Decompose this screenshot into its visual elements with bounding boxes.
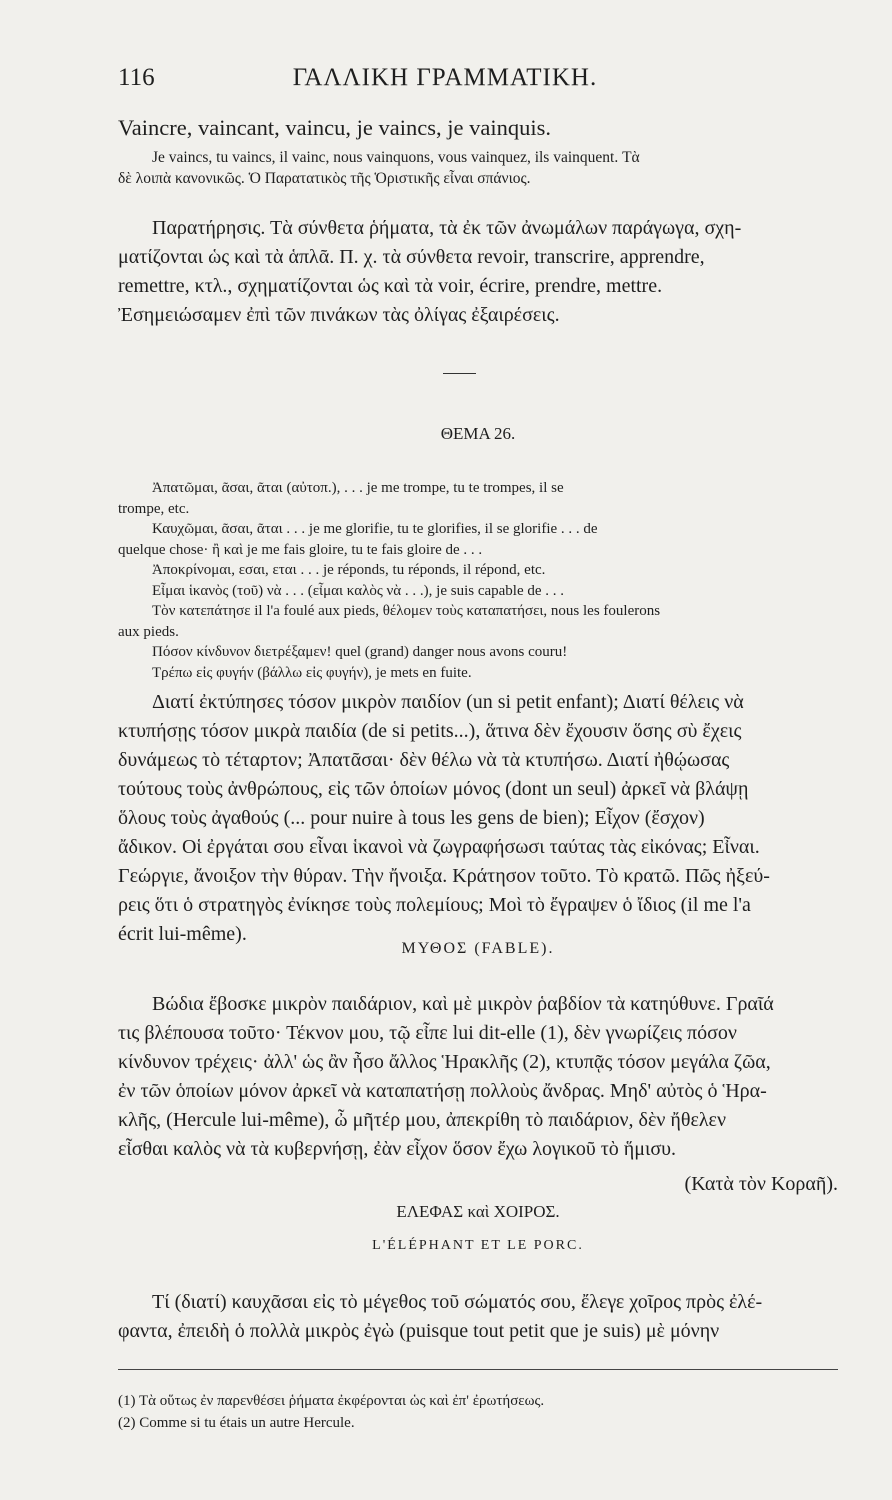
footnotes [118,1390,838,1434]
vocab-line: Εἶμαι ἱκανὸς (τοῦ) νὰ . . . (εἶμαι καλὸς νὰ . . .), je suis capable de . . . [152,582,565,599]
second-fable-subtitle: L'ÉLÉPHANT ET LE PORC. [372,1238,584,1253]
fable-attribution: (Κατὰ τὸν Κοραῆ). [684,1173,838,1195]
page-header [118,64,772,104]
running-title: ΓΑΛΛΙΚΗ ΓΡΑΜΜΑΤΙΚΗ. [292,64,598,91]
fable-line: ἐν τῶν ὁποίων μόνον ἀρκεῖ νὰ καταπατήσῃ πολλοὺς ἄνδρας. Μηδ' αὐτὸς ὁ Ἡρα- [118,1080,767,1102]
footnote: (2) Comme si tu étais un autre Hercule. [118,1415,355,1431]
fable-line: εἶσθαι καλὸς νὰ τὰ κυβερνήσῃ, ἐὰν εἶχον ὅσον ἔχω λογικοῦ τὸ ἥμισυ. [118,1138,677,1160]
remark-line: ματίζονται ὡς καὶ τὰ ἁπλᾶ. Π. χ. τὰ σύνθετα revoir, transcrire, apprendre, [118,246,705,268]
vocab-line: quelque chose· ἢ καὶ je me fais gloire, tu te fais gloire de . . . [118,541,483,558]
exercise-line: ὅλους τοὺς ἀγαθούς (... pour nuire à tous les gens de bien); Εἶχον (ἔσχον) [118,807,705,829]
vocab-line: Τρέπω εἰς φυγήν (βάλλω εἰς φυγήν), je mets en fuite. [152,664,472,681]
theme-vocabulary [118,478,838,683]
fable-line: Βώδια ἔβοσκε μικρὸν παιδάριον, καὶ μὲ μικρὸν ῥαβδίον τὰ κατηύθυνε. Γραῖά [152,993,774,1015]
fable-paragraph [118,990,838,1199]
exercise-line: ἄδικον. Οἱ ἐργάται σου εἶναι ἱκανοὶ νὰ ζωγραφήσωσι ταύτας τὰς εἰκόνας; Εἶναι. [118,836,760,858]
exercise-line: ρεις ὅτι ὁ στρατηγὸς ἐνίκησε τοὺς πολεμίους; Μοὶ τὸ ἔγραψεν ὁ ἴδιος (il me l'a [118,894,751,916]
exercise-line: δυνάμεως τὸ τέταρτον; Ἀπατᾶσαι· δὲν θέλω νὰ τὰ κτυπήσω. Διατί ἠθῴωσας [118,749,730,771]
vocab-line: Ἀπατῶμαι, ᾶσαι, ᾶται (αὐτοπ.), . . . je me trompe, tu te trompes, il se [152,480,564,496]
exercise-line: τούτους τοὺς ἀνθρώπους, εἰς τῶν ὁποίων μόνος (dont un seul) ἀρκεῖ νὰ βλάψῃ [118,778,749,800]
conjugation-line: δὲ λοιπὰ κανονικῶς. Ὁ Παρατατικὸς τῆς Ὁριστικῆς εἶναι σπάνιος. [118,170,531,187]
vocab-line: aux pieds. [118,623,179,640]
vocab-line: trompe, etc. [118,500,190,517]
footnote-divider [118,1369,838,1370]
vocab-line: Καυχῶμαι, ᾶσαι, ᾶται . . . je me glorifie, tu te glorifies, il se glorifie . . . de [152,521,598,537]
exercise-line: écrit lui-même). [118,923,247,945]
footnote: (1) Τὰ οὕτως ἐν παρενθέσει ῥήματα ἐκφέρονται ὡς καὶ ἐπ' ἐρωτήσεως. [118,1393,545,1409]
conjugation-section [118,112,838,189]
conjugation-line: Je vaincs, tu vaincs, il vainc, nous vainquons, vous vainquez, ils vainquent. Τὰ [152,149,640,166]
second-fable-title: ΕΛΕΦΑΣ καὶ ΧΟΙΡΟΣ. [396,1202,560,1221]
vocab-line: Ἀποκρίνομαι, εσαι, εται . . . je réponds, tu réponds, il répond, etc. [152,562,546,578]
remark-line: Ἐσημειώσαμεν ἐπὶ τῶν πινάκων τὰς ὀλίγας ἐξαιρέσεις. [118,304,560,326]
fable-line: κίνδυνον τρέχεις· ἀλλ' ὡς ἂν ἦσο ἄλλος Ἡρακλῆς (2), κτυπᾷς τόσον μεγάλα ζῶα, [118,1051,771,1073]
conjugation-heading: Vaincre, vaincant, vaincu, je vaincs, je vainquis. [118,115,551,140]
remark-line: remettre, κτλ., σχηματίζονται ὡς καὶ τὰ voir, écrire, prendre, mettre. [118,275,663,297]
exercise-line: Γεώργιε, ἄνοιξον τὴν θύραν. Τὴν ἤνοιξα. Κράτησον τοῦτο. Τὸ κρατῶ. Πῶς ἠξεύ- [118,865,770,887]
vocab-line: Πόσον κίνδυνον διετρέξαμεν! quel (grand) danger nous avons couru! [152,644,568,660]
second-fable-paragraph [118,1288,838,1346]
section-divider [443,373,476,374]
remark-paragraph [118,214,838,330]
exercise-line: Διατί ἐκτύπησες τόσον μικρὸν παιδίον (un si petit enfant); Διατί θέλεις νὰ [152,691,744,713]
page-number: 116 [118,64,155,91]
vocab-line: Τὸν κατεπάτησε il l'a foulé aux pieds, θέλομεν τοὺς καταπατήσει, nous les foulerons [152,603,661,619]
exercise-line: κτυπήσῃς τόσον μικρὰ παιδία (de si petits...), ἅτινα δὲν ἔχουσιν ὅσης σὺ ἔχεις [118,720,742,742]
second-fable-line: Τί (διατί) καυχᾶσαι εἰς τὸ μέγεθος τοῦ σώματός σου, ἔλεγε χοῖρος πρὸς ἐλέ- [152,1291,763,1313]
second-fable-line: φαντα, ἐπειδὴ ὁ πολλὰ μικρὸς ἐγὼ (puisque tout petit que je suis) μὲ μόνην [118,1320,720,1342]
fable-title: ΜΥΘΟΣ (FABLE). [401,940,555,957]
exercise-paragraph [118,688,838,949]
remark-line: Παρατήρησις. Τὰ σύνθετα ῥήματα, τὰ ἐκ τῶν ἀνωμάλων παράγωγα, σχη- [152,217,742,239]
fable-line: κλῆς, (Hercule lui-même), ὦ μῆτέρ μου, ἀπεκρίθη τὸ παιδάριον, δὲν ἤθελεν [118,1109,726,1131]
fable-line: τις βλέπουσα τοῦτο· Τέκνον μου, τῷ εἶπε lui dit-elle (1), δὲν γνωρίζεις πόσον [118,1022,737,1044]
theme-title: ΘΕΜΑ 26. [440,424,516,443]
